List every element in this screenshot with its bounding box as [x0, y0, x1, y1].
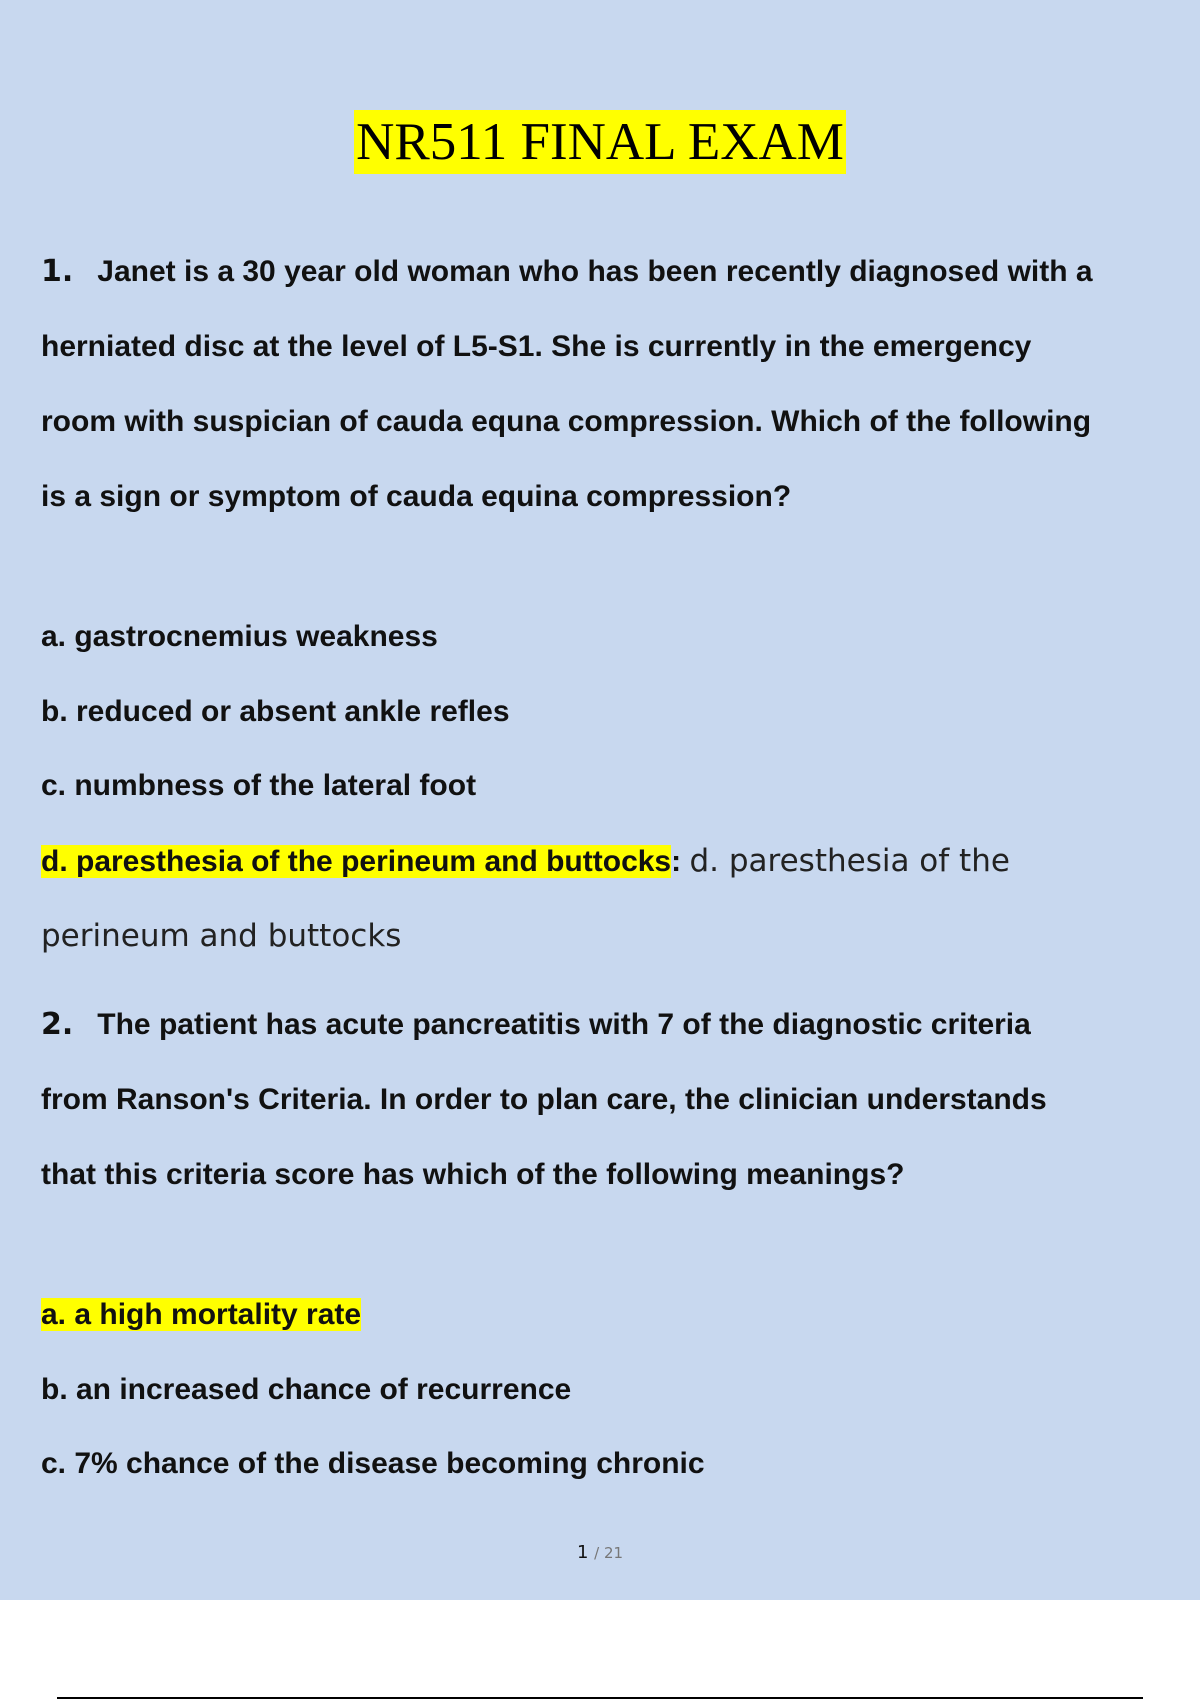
question-1-line-1	[41, 254, 1093, 290]
question-1-answer-text-continued: perineum and buttocks	[41, 918, 402, 954]
question-2-option-b: b. an increased chance of recurrence	[41, 1373, 572, 1406]
question-2-option-a-row	[41, 1297, 361, 1333]
title-container	[0, 110, 1200, 174]
question-2-option-c: c. 7% chance of the disease becoming chronic	[41, 1447, 705, 1480]
question-1-option-a: a. gastrocnemius weakness	[41, 620, 438, 653]
document-title: NR511 FINAL EXAM	[354, 110, 846, 174]
question-1-number: 1.	[41, 254, 74, 289]
question-1-option-c: c. numbness of the lateral foot	[41, 769, 477, 802]
question-1-text-1: Janet is a 30 year old woman who has been recently diagnosed with a	[97, 255, 1093, 288]
question-1-option-d-row	[41, 843, 1010, 880]
question-2-number: 2.	[41, 1007, 74, 1042]
question-1-answer-text: d. paresthesia of the	[689, 843, 1010, 879]
question-2-text-1: The patient has acute pancreatitis with 7 of the diagnostic criteria	[97, 1008, 1031, 1041]
question-1-line-2: herniated disc at the level of L5-S1. She is currently in the emergency	[41, 330, 1032, 363]
question-2-option-a-highlighted: a. a high mortality rate	[41, 1298, 362, 1331]
question-2-line-2: from Ranson's Criteria. In order to plan care, the clinician understands	[41, 1083, 1047, 1116]
page-indicator	[0, 1542, 1200, 1563]
question-2-line-3: that this criteria score has which of the following meanings?	[41, 1158, 905, 1191]
current-page-number: 1	[576, 1542, 589, 1563]
question-1-line-4: is a sign or symptom of cauda equina compression?	[41, 480, 792, 513]
answer-separator: :	[671, 845, 682, 878]
next-page-top-rule	[57, 1697, 1143, 1699]
question-2-line-1	[41, 1007, 1031, 1043]
question-1-option-d-highlighted: d. paresthesia of the perineum and buttocks	[41, 845, 672, 878]
question-1-line-3: room with suspician of cauda equna compression. Which of the following	[41, 405, 1092, 438]
question-1-option-b: b. reduced or absent ankle refles	[41, 695, 510, 728]
total-pages: / 21	[594, 1544, 624, 1562]
